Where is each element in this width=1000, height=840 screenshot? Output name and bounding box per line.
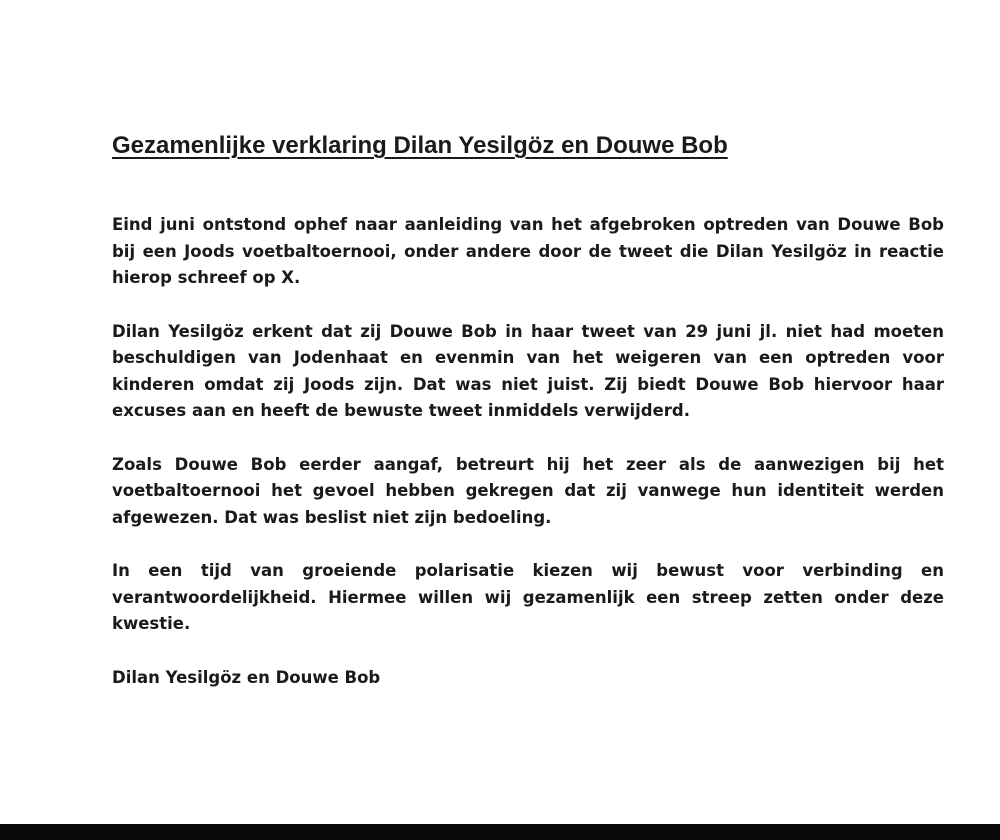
- bottom-border: [0, 824, 1000, 840]
- document-body: [112, 212, 944, 718]
- document-title: Gezamenlijke verklaring Dilan Yesilgöz en Douwe Bob: [112, 132, 728, 159]
- signature: Dilan Yesilgöz en Douwe Bob: [112, 667, 381, 687]
- paragraph-4: In een tijd van groeiende polarisatie kiezen wij bewust voor verbinding en verantwoordelijkheid. Hiermee willen wij gezamenlijk een streep zetten onder deze kwestie.: [112, 561, 944, 633]
- paragraph-1: Eind juni ontstond ophef naar aanleiding van het afgebroken optreden van Douwe Bob bij een Joods voetbaltoernooi, onder andere door de tweet die Dilan Yesilgöz in reactie hierop schreef op X.: [112, 215, 944, 287]
- paragraph-2: Dilan Yesilgöz erkent dat zij Douwe Bob in haar tweet van 29 juni jl. niet had moeten beschuldigen van Jodenhaat en evenmin van het weigeren van een optreden voor kinderen omdat zij Joods zijn. Dat was niet juist. Zij biedt Douwe Bob hiervoor haar excuses aan en heeft de bewuste tweet inmiddels verwijderd.: [112, 321, 944, 420]
- paragraph-3: Zoals Douwe Bob eerder aangaf, betreurt hij het zeer als de aanwezigen bij het voetbaltoernooi het gevoel hebben gekregen dat zij vanwege hun identiteit werden afgewezen. Dat was beslist niet zijn bedoeling.: [112, 454, 944, 527]
